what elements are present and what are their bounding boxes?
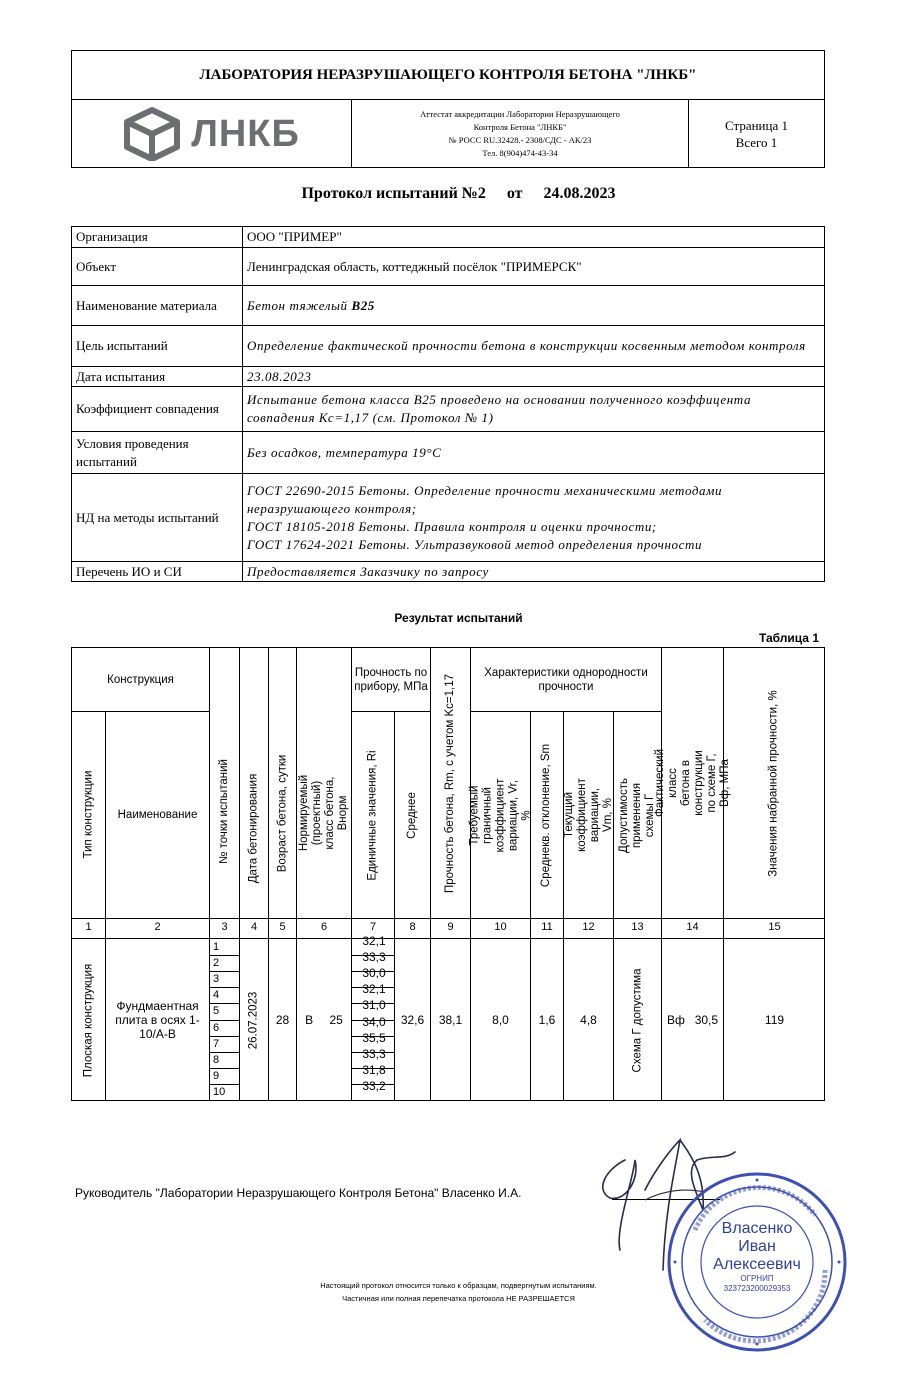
stamp-line: Иван xyxy=(738,1238,776,1255)
header-construction: Конструкция xyxy=(107,673,174,686)
point-number: 8 xyxy=(213,1053,220,1066)
header-fact-class: Фактический класс бетона в конструкции по схеме Г, Вф, МПа xyxy=(653,748,731,818)
col-number: 8 xyxy=(409,921,416,933)
single-value: 31,0 xyxy=(362,998,386,1013)
material-name: Бетон тяжелый xyxy=(247,297,352,313)
logo-text: ЛНКБ xyxy=(191,112,300,155)
col-number: 15 xyxy=(768,921,781,933)
accreditation-line: № РОСС RU.32428.- 2308/СДС - АК/23 xyxy=(448,135,592,145)
info-row xyxy=(72,227,825,248)
single-value: 34,0 xyxy=(362,1014,386,1029)
lab-title: ЛАБОРАТОРИЯ НЕРАЗРУШАЮЩЕГО КОНТРОЛЯ БЕТОНА "ЛНКБ" xyxy=(72,51,824,100)
single-value: 35,5 xyxy=(362,1030,386,1045)
class-letter: В xyxy=(305,1013,314,1027)
point-number: 3 xyxy=(213,973,220,986)
row-mean: 32,6 xyxy=(400,1013,425,1027)
grid-line xyxy=(210,987,239,988)
page-total: Всего 1 xyxy=(735,135,778,150)
protocol-number: Протокол испытаний №2 xyxy=(301,185,486,202)
protocol-title xyxy=(0,185,917,203)
grid-line xyxy=(210,1052,239,1053)
info-value: Ленинградская область, коттеджный посёлок "ПРИМЕРСК" xyxy=(243,248,825,286)
stamp-line: Власенко xyxy=(721,1220,793,1237)
footer-notes xyxy=(0,1279,917,1305)
info-key: Дата испытания xyxy=(72,367,243,387)
class-value: 25 xyxy=(329,1013,343,1027)
point-number: 2 xyxy=(213,957,220,970)
single-value: 32,1 xyxy=(362,934,386,948)
info-row xyxy=(72,562,825,582)
point-number: 10 xyxy=(213,1085,226,1098)
col-number: 14 xyxy=(686,921,699,933)
info-row xyxy=(72,387,825,432)
info-key: Цель испытаний xyxy=(72,326,243,367)
row-age: 28 xyxy=(275,1013,290,1027)
fact-prefix: Вф xyxy=(666,1013,685,1027)
header-scheme-g: Допустимость применения схемы Г xyxy=(618,777,657,853)
accreditation-line: Контроля Бетона "ЛНКБ" xyxy=(473,122,567,132)
row-scheme: Схема Г допустима xyxy=(631,968,644,1072)
header-strength-device: Прочность по прибору, МПа xyxy=(354,666,428,693)
grid-line xyxy=(72,918,825,919)
point-number: 6 xyxy=(213,1021,220,1034)
point-number: 7 xyxy=(213,1037,220,1050)
info-key: Коэффициент совпадения xyxy=(72,387,243,432)
col-number: 4 xyxy=(250,921,258,933)
protocol-date: 24.08.2023 xyxy=(543,185,616,202)
info-row xyxy=(72,286,825,326)
footer-note: Настоящий протокол относится только к образцам, подвергнутым испытаниям. xyxy=(320,1281,597,1290)
header-strength-kc: Прочность бетона, Rm, с учетом Kc=1,17 xyxy=(444,673,456,893)
single-value: 33,3 xyxy=(362,950,386,965)
grid-line xyxy=(210,1003,239,1004)
row-pour-date: 26.07.2023 xyxy=(247,991,260,1049)
header-type: Тип конструкции xyxy=(82,770,94,859)
info-value: Испытание бетона класса В25 проведено на основании полученного коэффицента совпадения Кс=1,17 (см. Протокол № 1) xyxy=(243,387,825,432)
header-name: Наименование xyxy=(117,808,198,821)
info-row xyxy=(72,432,825,474)
single-value: 33,2 xyxy=(362,1078,386,1093)
col-number: 3 xyxy=(221,921,228,933)
point-number: 9 xyxy=(213,1069,220,1082)
col-number: 1 xyxy=(85,921,92,933)
footer-note: Частичная или полная перепечатка протокола НЕ РАЗРЕШАЕТСЯ xyxy=(342,1294,575,1303)
accreditation-line: Тел. 8(904)474-43-34 xyxy=(482,148,558,158)
col-number: 7 xyxy=(369,921,377,933)
header-norm-class: Нормируемый (проектный) класс бетона, Bнорм xyxy=(298,774,349,852)
info-value xyxy=(243,286,825,326)
info-key: Организация xyxy=(72,227,243,248)
stamp-line: ОГРНИП xyxy=(740,1274,774,1283)
accreditation-line: Аттестат аккредитации Лаборатории Неразрушающего xyxy=(420,109,620,119)
grid-line xyxy=(210,1084,239,1085)
info-key: Объект xyxy=(72,248,243,286)
signature-line: Руководитель "Лаборатории Неразрушающего Контроля Бетона" Власенко И.А. xyxy=(75,1186,522,1200)
page-counter xyxy=(689,100,824,168)
material-class: В25 xyxy=(351,297,375,313)
col-number: 10 xyxy=(494,921,507,933)
row-vm: 4,8 xyxy=(580,1013,597,1027)
info-value: Без осадков, температура 19°C xyxy=(243,432,825,474)
col-number: 5 xyxy=(279,921,286,933)
point-number: 5 xyxy=(213,1005,220,1018)
row-sm: 1,6 xyxy=(538,1013,556,1027)
row-type: Плоская конструкция xyxy=(82,963,94,1077)
info-row xyxy=(72,367,825,387)
document-header xyxy=(71,50,825,168)
header-pour-date: Дата бетонирования xyxy=(247,773,260,883)
info-value: ГОСТ 22690-2015 Бетоны. Определение прочности механическими методами неразрушающего контроля; ГОСТ 18105-2018 Бетоны. Правила контроля и оценки прочности; ГОСТ 17624-2021 Бетоны. Ультразвуковой метод определения прочности xyxy=(243,474,825,562)
single-value: 30,0 xyxy=(362,966,386,981)
header-age: Возраст бетона, сутки xyxy=(276,754,289,872)
col-number: 11 xyxy=(541,921,553,933)
grid-line xyxy=(210,971,239,972)
info-key: Перечень ИО и СИ xyxy=(72,562,243,582)
header-vr: Требуемый граничный коэффициент вариации, Vr, % xyxy=(468,778,533,852)
table-label: Таблица 1 xyxy=(758,631,819,645)
single-value: 32,1 xyxy=(362,982,386,997)
results-title: Результат испытаний xyxy=(394,611,523,625)
col-number: 9 xyxy=(447,921,454,933)
page-number: Страница 1 xyxy=(724,118,788,133)
info-key: Наименование материала xyxy=(72,286,243,326)
info-row xyxy=(72,326,825,367)
stamp-line: 323723200029353 xyxy=(723,1284,791,1293)
header-mean: Среднее xyxy=(406,791,419,839)
row-norm-class xyxy=(297,939,351,1101)
point-number: 1 xyxy=(213,941,220,953)
cube-logo-icon xyxy=(123,107,181,161)
row-vr: 8,0 xyxy=(492,1013,509,1027)
header-vm: Текущий коэффициент вариации, Vm, % xyxy=(562,778,614,852)
col-number: 6 xyxy=(320,921,328,933)
info-value: ООО "ПРИМЕР" xyxy=(243,227,825,248)
header-single-values: Единичные значения, Ri xyxy=(366,749,379,881)
single-value: 31,8 xyxy=(362,1062,386,1077)
header-percent: Значения набранной прочности, % xyxy=(768,689,780,877)
stamp-line: Алексеевич xyxy=(713,1256,801,1273)
header-points: № точки испытаний xyxy=(218,759,231,864)
info-row xyxy=(72,474,825,562)
info-value: Предоставляется Заказчику по запросу xyxy=(243,562,825,582)
info-row xyxy=(72,248,825,286)
header-sm: Среднекв. отклонение, Sm xyxy=(540,743,553,887)
col-number: 12 xyxy=(582,921,595,933)
lab-logo xyxy=(72,100,352,168)
header-homogeneity: Характеристики однородности прочности xyxy=(484,666,648,693)
info-value: 23.08.2023 xyxy=(243,367,825,387)
row-percent: 119 xyxy=(764,1013,785,1027)
info-key: Условия проведения испытаний xyxy=(72,432,243,474)
official-stamp xyxy=(665,1170,849,1354)
row-fact-class xyxy=(662,939,723,1101)
grid-line xyxy=(210,1020,239,1021)
col-number: 13 xyxy=(631,921,644,933)
row-name: Фундмаентная плита в осях 1-10/А-В xyxy=(115,999,200,1041)
point-number: 4 xyxy=(213,989,220,1002)
grid-line xyxy=(210,1036,239,1037)
fact-value: 30,5 xyxy=(694,1013,719,1027)
results-table xyxy=(71,647,825,1101)
col-number: 2 xyxy=(154,921,161,933)
protocol-from: от xyxy=(506,185,523,202)
grid-line xyxy=(210,955,239,956)
info-table xyxy=(71,226,825,582)
accreditation-block xyxy=(352,100,689,168)
info-key: НД на методы испытаний xyxy=(72,474,243,562)
single-value: 33,3 xyxy=(362,1046,386,1061)
info-value: Определение фактической прочности бетона в конструкции косвенным методом контроля xyxy=(243,326,825,367)
row-rm: 38,1 xyxy=(438,1013,463,1027)
grid-line xyxy=(210,1068,239,1069)
